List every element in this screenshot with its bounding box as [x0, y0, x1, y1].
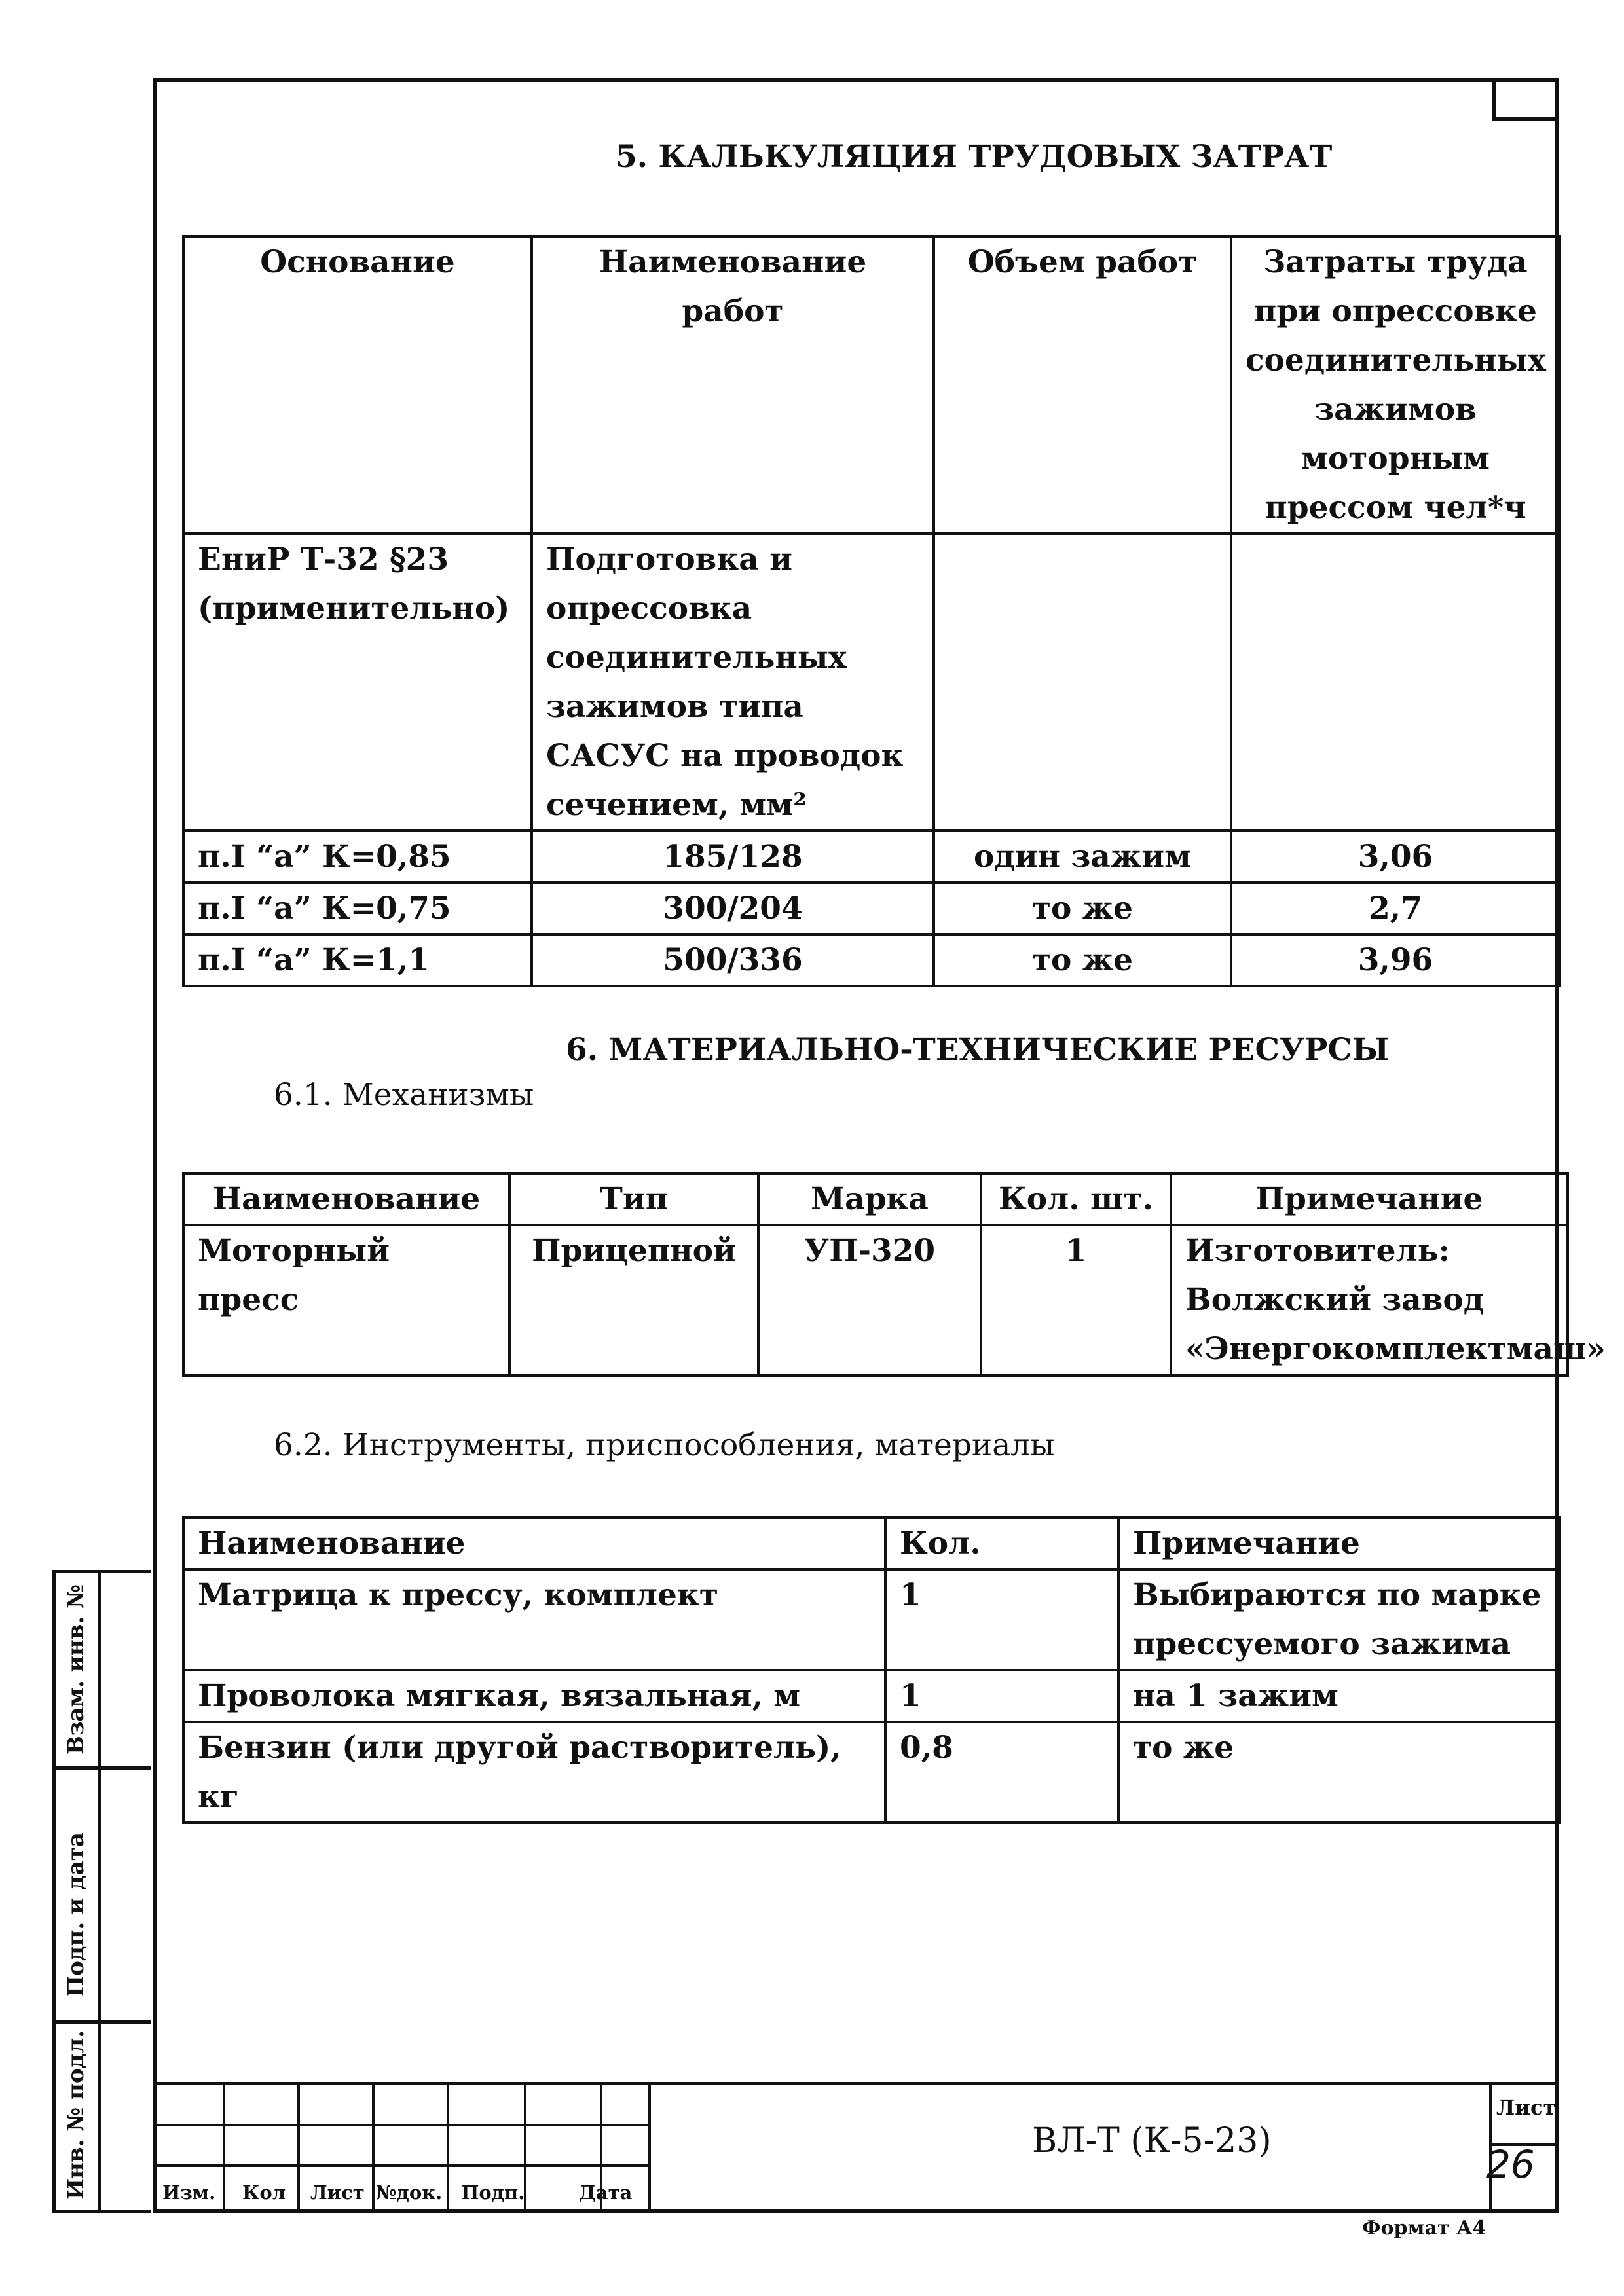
row-volume: один зажим [934, 831, 1231, 883]
side-stamp-divider [52, 1766, 151, 1770]
document-code: ВЛ-Т (К-5-23) [1032, 2121, 1272, 2160]
header-type: Тип [509, 1173, 758, 1225]
table-row [183, 1569, 1560, 1670]
side-stamp-divider [52, 2020, 151, 2024]
table-row [183, 883, 1560, 934]
sheet-number: 26 [1486, 2142, 1535, 2187]
row-basis: п.I “а” К=1,1 [183, 934, 532, 986]
mechanisms-table [182, 1172, 1606, 1377]
tools-table [182, 1516, 1561, 1824]
row-cost: 2,7 [1231, 883, 1560, 934]
tool-name: Бензин (или другой растворитель), кг [183, 1722, 885, 1823]
table-row [183, 1670, 1560, 1722]
mechanism-name: Моторный пресс [183, 1225, 509, 1376]
header-note: Примечание [1171, 1173, 1568, 1225]
stamp-col-signature: Подп. [461, 2181, 525, 2204]
header-quantity: Кол. шт. [981, 1173, 1171, 1225]
tool-name: Матрица к прессу, комплект [183, 1569, 885, 1670]
side-label-sign-date: Подп. и дата [63, 1832, 89, 1997]
empty-cell [1231, 534, 1560, 831]
sheet-label: Лист [1496, 2095, 1557, 2120]
tool-note: на 1 зажим [1118, 1670, 1560, 1722]
table-row [183, 831, 1560, 883]
section-5-title: 5. КАЛЬКУЛЯЦИЯ ТРУДОВЫХ ЗАТРАТ [616, 139, 1333, 175]
tool-note: то же [1118, 1722, 1560, 1823]
empty-cell [934, 534, 1231, 831]
subsection-6-2-title: 6.2. Инструменты, приспособления, материалы [274, 1427, 1055, 1463]
mechanism-quantity: 1 [981, 1225, 1171, 1376]
title-block [153, 2082, 1559, 2213]
row-section: 185/128 [532, 831, 934, 883]
work-name-cell: Подготовка и опрессовка соединительных зажимов типа САСУС на проводок сечением, мм² [532, 534, 934, 831]
row-volume: то же [934, 934, 1231, 986]
row-section: 300/204 [532, 883, 934, 934]
row-cost: 3,96 [1231, 934, 1560, 986]
header-brand: Марка [758, 1173, 981, 1225]
row-basis: п.I “а” К=0,85 [183, 831, 532, 883]
header-work-name: Наименование работ [532, 236, 934, 534]
subsection-6-1-title: 6.1. Механизмы [274, 1077, 534, 1113]
section-6-title: 6. МАТЕРИАЛЬНО-ТЕХНИЧЕСКИЕ РЕСУРСЫ [566, 1032, 1390, 1068]
header-quantity: Кол. [885, 1518, 1118, 1569]
tool-name: Проволока мягкая, вязальная, м [183, 1670, 885, 1722]
tool-quantity: 0,8 [885, 1722, 1118, 1823]
stamp-col-sheet: Лист [310, 2181, 365, 2204]
format-label: Формат А4 [1362, 2217, 1486, 2240]
tool-quantity: 1 [885, 1569, 1118, 1670]
header-basis: Основание [183, 236, 532, 534]
side-stamp-divider [98, 1570, 101, 2213]
header-note: Примечание [1118, 1518, 1560, 1569]
side-label-replace-inv: Взам. инв. № [63, 1584, 89, 1755]
table-row [183, 934, 1560, 986]
row-section: 500/336 [532, 934, 934, 986]
side-label-inv-original: Инв. № подл. [63, 2030, 89, 2200]
table-row [183, 1225, 1568, 1376]
row-volume: то же [934, 883, 1231, 934]
stamp-col-change: Изм. [162, 2181, 216, 2204]
stamp-col-date: Дата [579, 2181, 633, 2204]
table-row [183, 1722, 1560, 1823]
stamp-col-doc-number: №док. [376, 2181, 443, 2204]
row-cost: 3,06 [1231, 831, 1560, 883]
tool-quantity: 1 [885, 1670, 1118, 1722]
row-basis: п.I “а” К=0,75 [183, 883, 532, 934]
header-volume: Объем работ [934, 236, 1231, 534]
header-labor-cost: Затраты труда при опрессовке соединительных зажимов моторным прессом чел*ч [1231, 236, 1560, 534]
tool-note: Выбираются по марке прессуемого зажима [1118, 1569, 1560, 1670]
header-name: Наименование [183, 1173, 509, 1225]
header-name: Наименование [183, 1518, 885, 1569]
basis-cell: ЕниР Т-32 §23 (применительно) [183, 534, 532, 831]
stamp-col-count: Кол [242, 2181, 286, 2204]
mechanism-note: Изготовитель: Волжский завод «Энергокомплектмаш» [1171, 1225, 1568, 1376]
mechanism-brand: УП-320 [758, 1225, 981, 1376]
mechanism-type: Прицепной [509, 1225, 758, 1376]
corner-tab [1492, 78, 1559, 121]
labor-cost-table [182, 235, 1561, 987]
